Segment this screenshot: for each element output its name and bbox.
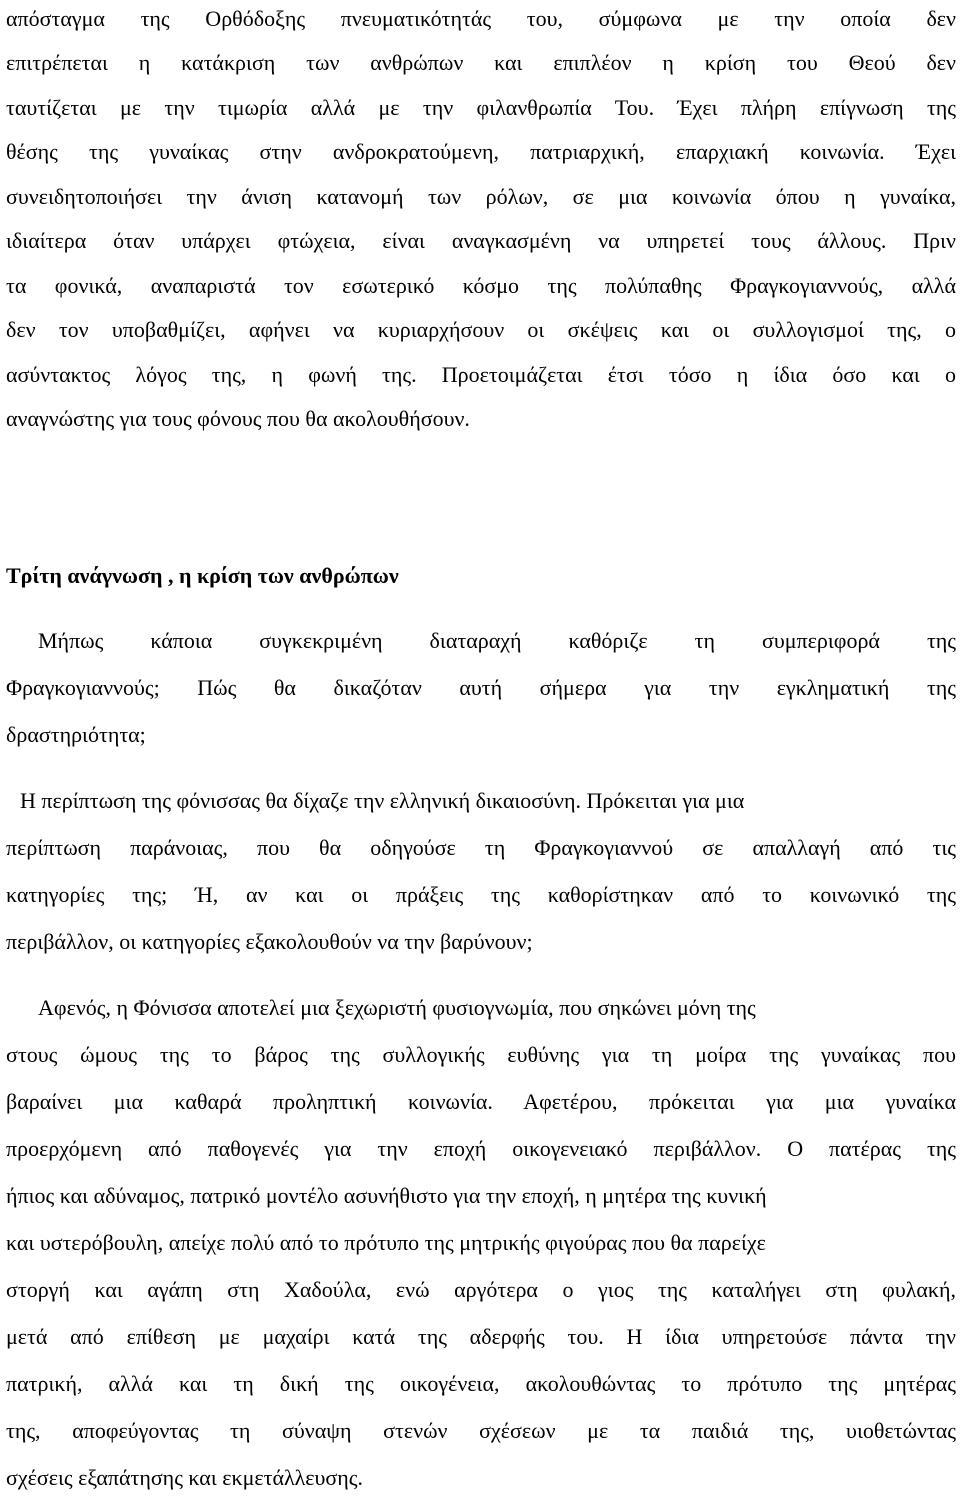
text-line: πατρική, αλλά και τη δική της οικογένεια, ακολουθώντας το πρότυπο της μητέρας	[6, 1371, 956, 1396]
text-line: περίπτωση παράνοιας, που θα οδηγούσε τη Φραγκογιαννού σε απαλλαγή από τις	[6, 835, 956, 860]
text-line: Φραγκογιαννούς; Πώς θα δικαζόταν αυτή σήμερα για την εγκληματική της	[6, 675, 956, 700]
text-line: δεν τον υποβαθμίζει, αφήνει να κυριαρχήσουν οι σκέψεις και οι συλλογισμοί της, ο	[6, 317, 956, 342]
text-line: της, αποφεύγοντας τη σύναψη στενών σχέσεων με τα παιδιά της, υιοθετώντας	[6, 1418, 956, 1443]
text-line: προερχόμενη από παθογενές για την εποχή οικογενειακό περιβάλλον. Ο πατέρας της	[6, 1136, 956, 1161]
text-line: θέσης της γυναίκας στην ανδροκρατούμενη, πατριαρχική, επαρχιακή κοινωνία. Έχει	[6, 139, 956, 164]
text-line: ασύντακτος λόγος της, η φωνή της. Προετοιμάζεται έτσι τόσο η ίδια όσο και ο	[6, 362, 956, 387]
text-line: ταυτίζεται με την τιμωρία αλλά με την φιλανθρωπία Του. Έχει πλήρη επίγνωση της	[6, 95, 956, 120]
text-line: αναγνώστης για τους φόνους που θα ακολουθήσουν.	[6, 406, 470, 431]
text-line: Η περίπτωση της φόνισσας θα δίχαζε την ελληνική δικαιοσύνη. Πρόκειται για μια	[20, 788, 745, 813]
text-line: απόσταγμα της Ορθόδοξης πνευματικότητάς του, σύμφωνα με την οποία δεν	[6, 6, 956, 31]
text-line: τα φονικά, αναπαριστά τον εσωτερικό κόσμο της πολύπαθης Φραγκογιαννούς, αλλά	[6, 273, 956, 298]
text-line: κατηγορίες της; Ή, αν και οι πράξεις της καθορίστηκαν από το κοινωνικό της	[6, 882, 956, 907]
text-line: συνειδητοποιήσει την άνιση κατανομή των ρόλων, σε μια κοινωνία όπου η γυναίκα,	[6, 184, 956, 209]
text-line: δραστηριότητα;	[6, 722, 146, 747]
text-line: στους ώμους της το βάρος της συλλογικής ευθύνης για τη μοίρα της γυναίκας που	[6, 1042, 956, 1067]
text-line: και υστερόβουλη, απείχε πολύ από το πρότυπο της μητρικής φιγούρας που θα παρείχε	[6, 1230, 766, 1255]
text-line: στοργή και αγάπη στη Χαδούλα, ενώ αργότερα ο γιος της καταλήγει στη φυλακή,	[6, 1277, 956, 1302]
text-line: επιτρέπεται η κατάκριση των ανθρώπων και επιπλέον η κρίση του Θεού δεν	[6, 50, 956, 75]
text-line: ιδιαίτερα όταν υπάρχει φτώχεια, είναι αναγκασμένη να υπηρετεί τους άλλους. Πριν	[6, 228, 956, 253]
text-line: ήπιος και αδύναμος, πατρικό μοντέλο ασυνήθιστο για την εποχή, η μητέρα της κυνική	[6, 1183, 767, 1208]
text-line: σχέσεις εξαπάτησης και εκμετάλλευσης.	[6, 1465, 364, 1490]
text-line: περιβάλλον, οι κατηγορίες εξακολουθούν να την βαρύνουν;	[6, 929, 533, 954]
text-line: μετά από επίθεση με μαχαίρι κατά της αδερφής του. Η ίδια υπηρετούσε πάντα την	[6, 1324, 956, 1349]
text-line: βαραίνει μια καθαρά προληπτική κοινωνία. Αφετέρου, πρόκειται για μια γυναίκα	[6, 1089, 956, 1114]
text-line: Μήπως κάποια συγκεκριμένη διαταραχή καθόριζε τη συμπεριφορά της	[38, 628, 956, 653]
section-heading: Τρίτη ανάγνωση , η κρίση των ανθρώπων	[6, 563, 399, 588]
text-line: Αφενός, η Φόνισσα αποτελεί μια ξεχωριστή φυσιογνωμία, που σηκώνει μόνη της	[38, 995, 756, 1020]
